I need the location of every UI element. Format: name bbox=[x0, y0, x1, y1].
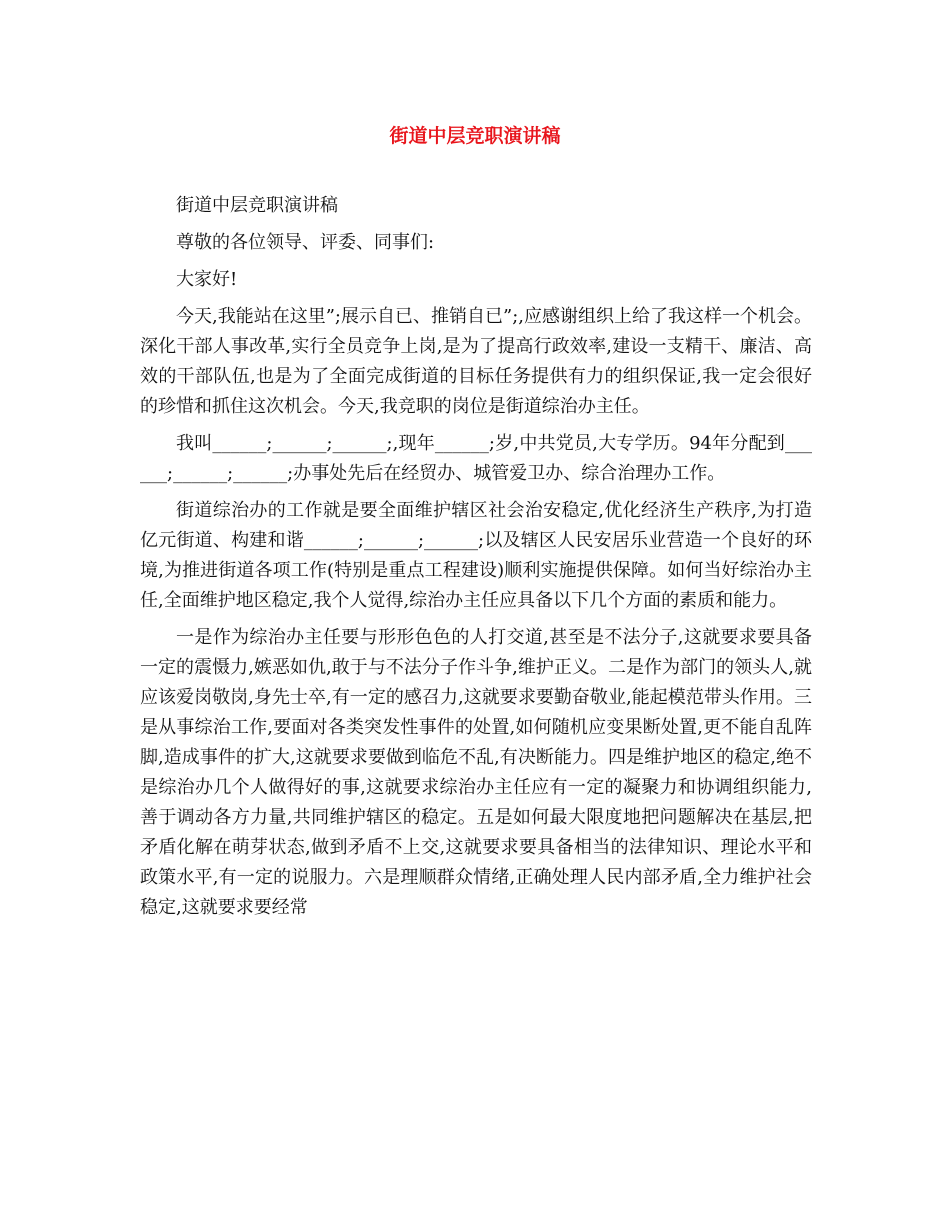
document-title: 街道中层竞职演讲稿 bbox=[389, 125, 561, 147]
document-body bbox=[140, 191, 812, 930]
paragraph-greeting: 大家好! bbox=[176, 269, 238, 290]
paragraph-role-duty: 街道综治办的工作就是要全面维护辖区社会治安稳定,优化经济生产秩序,为打造亿元街道、构建和谐______;______;______;以及辖区人民安居乐业营造一个良好的环境,为推进街道各项工作(特别是重点工程建设)顺利实施提供保障。如何当好综治办主任,全面维护地区稳定,我个人觉得,综治办主任应具备以下几个方面的素质和能力。 bbox=[140, 500, 812, 611]
paragraph-qualities: 一是作为综治办主任要与形形色色的人打交道,甚至是不法分子,这就要求要具备一定的震慑力,嫉恶如仇,敢于与不法分子作斗争,维护正义。二是作为部门的领头人,就应该爱岗敬岗,身先士卒,有一定的感召力,这就要求要勤奋敬业,能起模范带头作用。三是从事综治工作,要面对各类突发性事件的处置,如何随机应变果断处置,更不能自乱阵脚,造成事件的扩大,这就要求要做到临危不乱,有决断能力。四是维护地区的稳定,绝不是综治办几个人做得好的事,这就要求综治办主任应有一定的凝聚力和协调组织能力,善于调动各方力量,共同维护辖区的稳定。五是如何最大限度地把问题解决在基层,把矛盾化解在萌芽状态,做到矛盾不上交,这就要求要具备相当的法律知识、理论水平和政策水平,有一定的说服力。六是理顺群众情绪,正确处理人民内部矛盾,全力维护社会稳定,这就要求要经常 bbox=[140, 627, 812, 918]
paragraph-salutation: 尊敬的各位领导、评委、同事们: bbox=[176, 232, 435, 253]
paragraph-self-intro: 我叫______;______;______;,现年______;岁,中共党员,大专学历。94年分配到______;______;______;办事处先后在经贸办、城管爱卫办、综合治理办工作。 bbox=[140, 433, 812, 484]
paragraph-opening: 今天,我能站在这里”;展示自已、推销自已”;,应感谢组织上给了我这样一个机会。深化干部人事改革,实行全员竞争上岗,是为了提高行政效率,建设一支精干、廉洁、高效的干部队伍,也是为了全面完成街道的目标任务提供有力的组织保证,我一定会很好的珍惜和抓住这次机会。今天,我竞职的岗位是街道综治办主任。 bbox=[140, 306, 812, 417]
paragraph-heading: 街道中层竞职演讲稿 bbox=[176, 195, 338, 216]
